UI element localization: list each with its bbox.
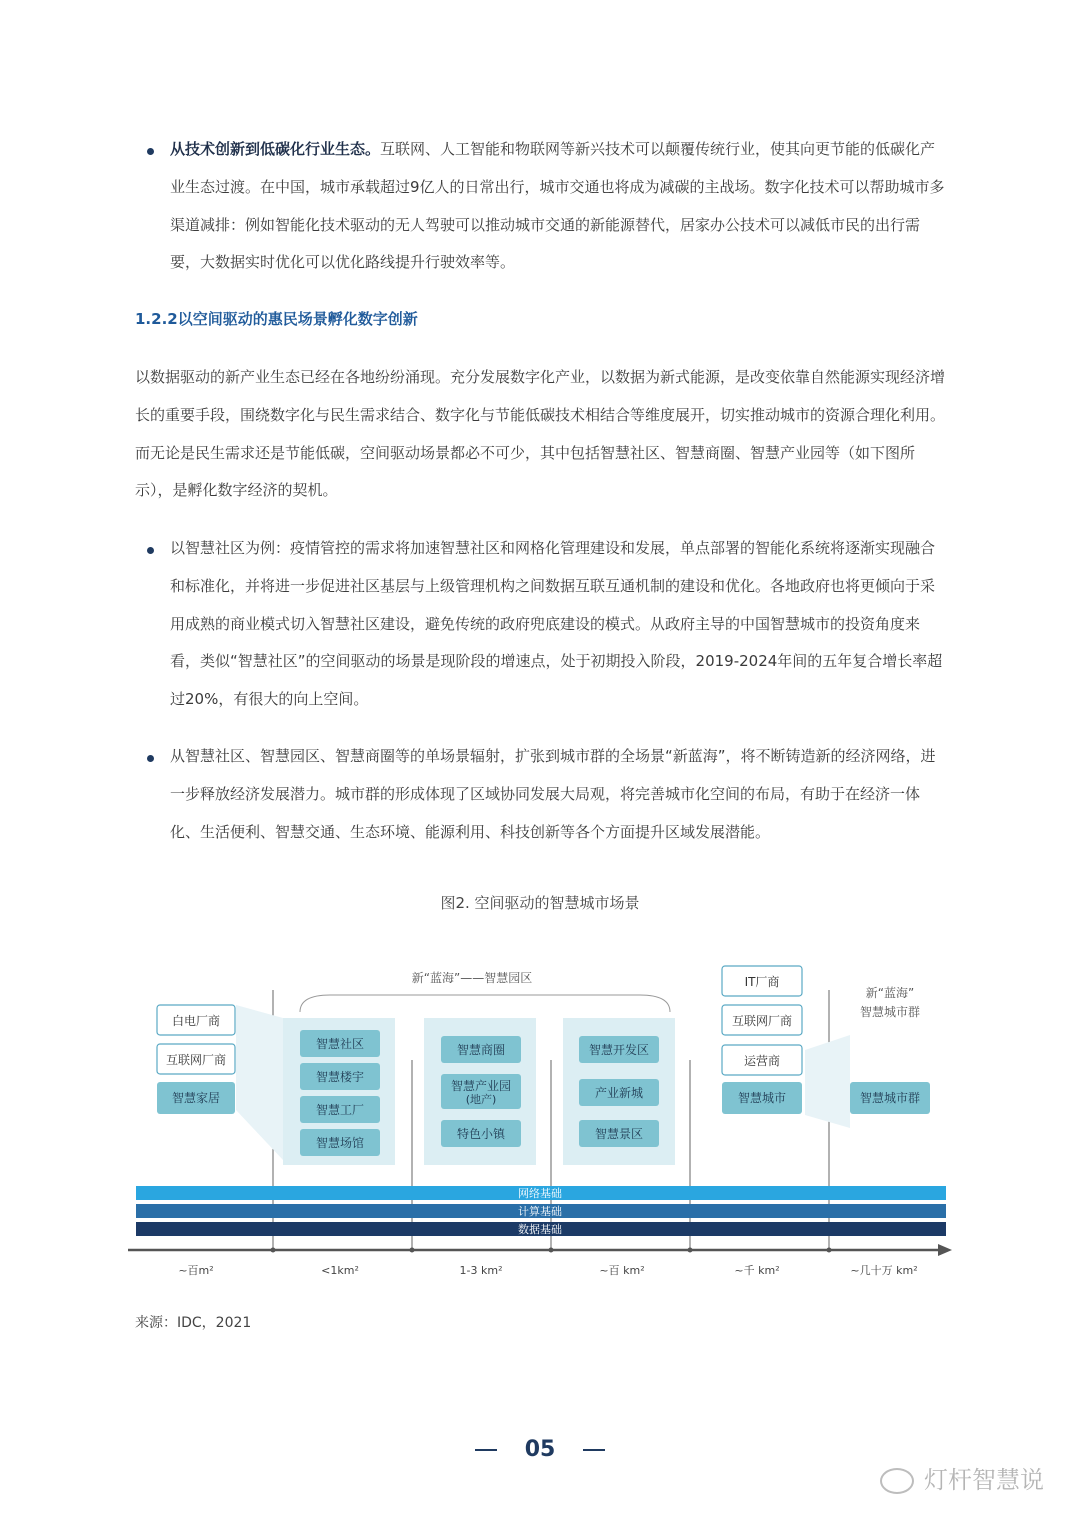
col3-box-2-sub: (地产) xyxy=(465,1093,497,1106)
col2-box-3: 智慧工厂 xyxy=(315,1103,365,1117)
bullet-1 xyxy=(170,131,945,282)
col1-box-1: 白电厂商 xyxy=(171,1014,221,1028)
right-label-1: 新“蓝海” xyxy=(865,986,915,1000)
top-brace xyxy=(300,995,670,1012)
col2-box-4: 智慧场馆 xyxy=(315,1136,365,1150)
col4-box-2: 产业新城 xyxy=(594,1086,644,1100)
section-heading: 1.2.2以空间驱动的惠民场景孵化数字创新 xyxy=(135,310,418,328)
bullet-dot xyxy=(147,547,154,554)
bar-data-label: 数据基础 xyxy=(518,1223,562,1236)
col1-box-2: 互联网厂商 xyxy=(165,1053,227,1067)
col5-filled: 智慧城市 xyxy=(737,1091,787,1105)
col2-box-1: 智慧社区 xyxy=(315,1037,365,1051)
scale-label-3: 1-3 km² xyxy=(459,1264,503,1277)
top-label: 新“蓝海”——智慧园区 xyxy=(411,971,533,985)
page-dash-right xyxy=(583,1449,605,1451)
watermark xyxy=(880,1460,1044,1495)
body-paragraph: 以数据驱动的新产业生态已经在各地纷纷涌现。充分发展数字化产业，以数据为新式能源，是改变依靠自然能源实现经济增长的重要手段，围绕数字化与民生需求结合、数字化与节能低碳技术相结合等维度展开，切实推动城市的资源合理化利用。而无论是民生需求还是节能低碳，空间驱动场景都必不可少，其中包括智慧社区、智慧商圈、智慧产业园等（如下图所示），是孵化数字经济的契机。 xyxy=(135,368,946,500)
bar-network-label: 网络基础 xyxy=(518,1187,562,1200)
funnel-right xyxy=(805,1035,850,1128)
page-number-value: 05 xyxy=(524,1437,556,1462)
col5-box-2: 互联网厂商 xyxy=(731,1014,793,1028)
col6-filled: 智慧城市群 xyxy=(859,1091,921,1105)
col2-box-2: 智慧楼宇 xyxy=(315,1070,365,1084)
scale-axis-arrow xyxy=(938,1244,952,1256)
col3-box-2: 智慧产业园 xyxy=(450,1079,512,1093)
scale-label-1: ~百m² xyxy=(178,1264,214,1277)
bullet-dot xyxy=(147,148,154,155)
col5-box-1: IT厂商 xyxy=(744,975,780,989)
scale-label-5: ~千 km² xyxy=(734,1264,780,1277)
right-label-2: 智慧城市群 xyxy=(859,1005,921,1019)
funnel-left xyxy=(236,1005,283,1160)
page-number xyxy=(0,1437,1080,1462)
bullet-1-title: 从技术创新到低碳化行业生态。 xyxy=(170,140,381,158)
bullet-3: 从智慧社区、智慧园区、智慧商圈等的单场景辐射，扩张到城市群的全场景“新蓝海”，将不断铸造新的经济网络，进一步释放经济发展潜力。城市群的形成体现了区域协同发展大局观，将完善城市化空间的布局，有助于在经济一体化、生活便利、智慧交通、生态环境、能源利用、科技创新等各个方面提升区域发展潜能。 xyxy=(170,747,936,841)
scale-label-6: ~几十万 km² xyxy=(850,1264,918,1277)
watermark-text: 灯杆智慧说 xyxy=(924,1466,1044,1494)
col1-filled: 智慧家居 xyxy=(171,1091,221,1105)
col4-box-1: 智慧开发区 xyxy=(588,1043,650,1057)
bullet-2: 以智慧社区为例：疫情管控的需求将加速智慧社区和网格化管理建设和发展，单点部署的智能化系统将逐渐实现融合和标准化，并将进一步促进社区基层与上级管理机构之间数据互联互通机制的建设和优化。各地政府也将更倾向于采用成熟的商业模式切入智慧社区建设，避免传统的政府兜底建设的模式。从政府主导的中国智慧城市的投资角度来看，类似“智慧社区”的空间驱动的场景是现阶段的增速点，处于初期投入阶段，2019-2024年间的五年复合增长率超过20%，有很大的向上空间。 xyxy=(170,539,943,709)
bar-compute-label: 计算基础 xyxy=(518,1205,562,1218)
bullet-dot xyxy=(147,755,154,762)
figure-source: 来源：IDC，2021 xyxy=(135,1315,252,1331)
page-dash-left xyxy=(475,1449,497,1451)
scale-label-4: ~百 km² xyxy=(599,1264,645,1277)
scale-label-2: <1km² xyxy=(321,1264,359,1277)
bullet-1-text: 互联网、人工智能和物联网等新兴技术可以颠覆传统行业，使其向更节能的低碳化产业生态过渡。在中国，城市承载超过9亿人的日常出行，城市交通也将成为减碳的主战场。数字化技术可以帮助城市多渠道减排：例如智能化技术驱动的无人驾驶可以推动城市交通的新能源替代，居家办公技术可以减低市民的出行需要，大数据实时优化可以优化路线提升行驶效率等。 xyxy=(170,140,945,272)
col4-box-3: 智慧景区 xyxy=(594,1127,644,1141)
smart-city-diagram xyxy=(0,950,1080,1290)
col5-box-3: 运营商 xyxy=(743,1054,781,1068)
col3-box-3: 特色小镇 xyxy=(456,1127,506,1141)
figure-caption: 图2. 空间驱动的智慧城市场景 xyxy=(440,894,640,912)
wechat-icon xyxy=(880,1468,914,1494)
col3-box-1: 智慧商圈 xyxy=(456,1043,506,1057)
